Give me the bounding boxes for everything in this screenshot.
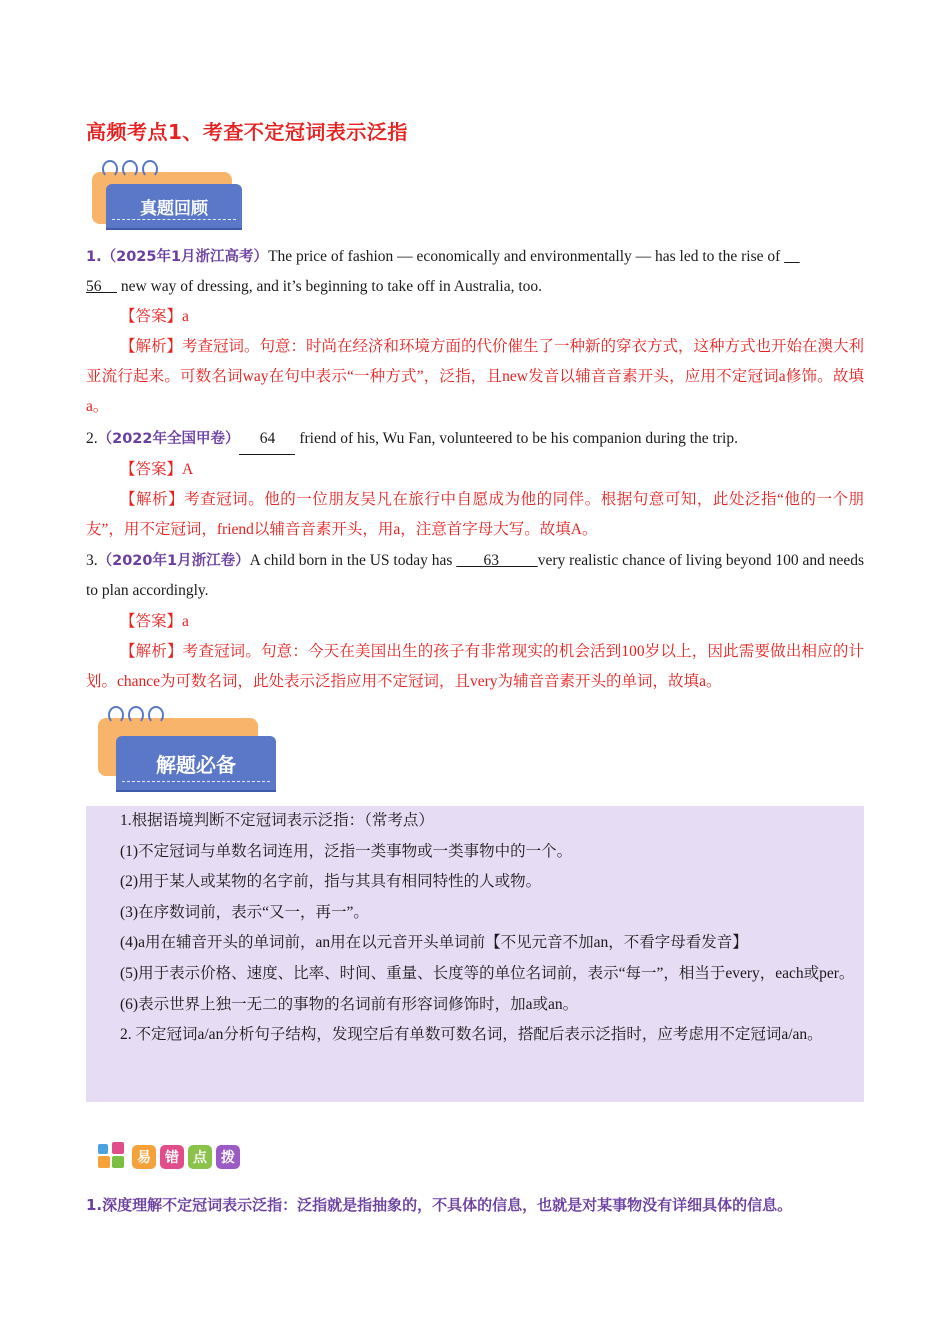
badge-rings bbox=[102, 160, 158, 178]
review-badge bbox=[88, 160, 288, 250]
ring-icon bbox=[102, 160, 118, 178]
question-number: 2. bbox=[86, 430, 98, 447]
question-number: 3. bbox=[86, 552, 98, 569]
ring-icon bbox=[122, 160, 138, 178]
question-text: The price of fashion — economically and environmentally — has led to the rise of bbox=[268, 248, 781, 265]
answer-1: 【答案】a bbox=[120, 308, 189, 325]
analysis-2: 【解析】考查冠词。他的一位朋友吴凡在旅行中自愿成为他的同伴。根据句意可知，此处泛指“他的一个朋友”，用不定冠词，friend以辅音音素开头，用a，注意首字母大写。故填A。 bbox=[86, 491, 864, 538]
rule-line: (4)a用在辅音开头的单词前，an用在以元音开头单词前【不见元音不加an，不看字母看发音】 bbox=[120, 934, 748, 952]
rule-line: (6)表示世界上独一无二的事物的名词前有形容词修饰时，加a或an。 bbox=[120, 995, 579, 1013]
answer-3: 【答案】a bbox=[120, 613, 189, 630]
analysis-3: 【解析】考查冠词。句意：今天在美国出生的孩子有非常现实的机会活到100岁以上，因此需要做出相应的计划。chance为可数名词，此处表示泛指应用不定冠词，且very为辅音音素开头的单词，故填a。 bbox=[86, 643, 864, 690]
ring-icon bbox=[142, 160, 158, 178]
question-blank: 56 bbox=[86, 278, 102, 295]
tip-tile: 拨 bbox=[216, 1145, 240, 1169]
tip-line: 1.深度理解不定冠词表示泛指：泛指就是指抽象的，不具体的信息，也就是对某事物没有详细具体的信息。 bbox=[86, 1196, 793, 1214]
question-source: （2025年1月浙江高考） bbox=[101, 249, 269, 265]
question-text: very realistic chance of living beyond 100 and needs to plan accordingly. bbox=[86, 552, 865, 599]
analysis-1: 【解析】考查冠词。句意：时尚在经济和环境方面的代价催生了一种新的穿衣方式，这种方式也开始在澳大利亚流行起来。可数名词way在句中表示“一种方式”，泛指，且new发音以辅音音素开头，应用不定冠词a修饰。故填a。 bbox=[86, 338, 865, 415]
page-title: 高频考点1、考查不定冠词表示泛指 bbox=[86, 120, 408, 144]
question-1 bbox=[86, 242, 864, 302]
tips-badge bbox=[98, 1142, 240, 1172]
question-2 bbox=[86, 424, 864, 455]
question-text: friend of his, Wu Fan, volunteered to be his companion during the trip. bbox=[299, 430, 738, 447]
tip-tile: 易 bbox=[132, 1145, 156, 1169]
question-3 bbox=[86, 546, 864, 606]
rule-line: 1.根据语境判断不定冠词表示泛指：（常考点） bbox=[120, 812, 434, 829]
question-blank: 64 bbox=[239, 424, 295, 455]
rule-line: (2)用于某人或某物的名字前，指与其具有相同特性的人或物。 bbox=[120, 873, 542, 891]
badge-label-box bbox=[116, 736, 276, 790]
question-blank: 63 bbox=[483, 552, 499, 569]
prepare-badge bbox=[94, 706, 294, 796]
rule-line: (3)在序数词前，表示“又一，再一”。 bbox=[120, 903, 369, 921]
tip-tile: 点 bbox=[188, 1145, 212, 1169]
badge-label: 真题回顾 bbox=[140, 198, 208, 219]
ring-icon bbox=[108, 706, 124, 724]
rule-line: 2. 不定冠词a/an分析句子结构，发现空后有单数可数名词，搭配后表示泛指时，应考虑用不定冠词a/an。 bbox=[120, 1026, 823, 1044]
question-source: （2022年全国甲卷） bbox=[97, 431, 240, 447]
ring-icon bbox=[148, 706, 164, 724]
question-text: A child born in the US today has bbox=[249, 552, 453, 569]
puzzle-icon bbox=[98, 1142, 128, 1172]
question-source: （2020年1月浙江卷） bbox=[97, 553, 250, 569]
tip-tile: 错 bbox=[160, 1145, 184, 1169]
rules-box bbox=[86, 806, 864, 1102]
rule-line: (1)不定冠词与单数名词连用，泛指一类事物或一类事物中的一个。 bbox=[120, 842, 573, 860]
rule-line: (5)用于表示价格、速度、比率、时间、重量、长度等的单位名词前，表示“每一”，相当于every，each或per。 bbox=[120, 964, 855, 982]
question-text: new way of dressing, and it’s beginning to take off in Australia, too. bbox=[120, 278, 543, 295]
answer-2: 【答案】A bbox=[120, 461, 194, 478]
badge-rings bbox=[108, 706, 164, 724]
question-number: 1. bbox=[86, 249, 102, 265]
badge-label-box bbox=[106, 184, 242, 228]
badge-label: 解题必备 bbox=[156, 752, 236, 777]
ring-icon bbox=[128, 706, 144, 724]
